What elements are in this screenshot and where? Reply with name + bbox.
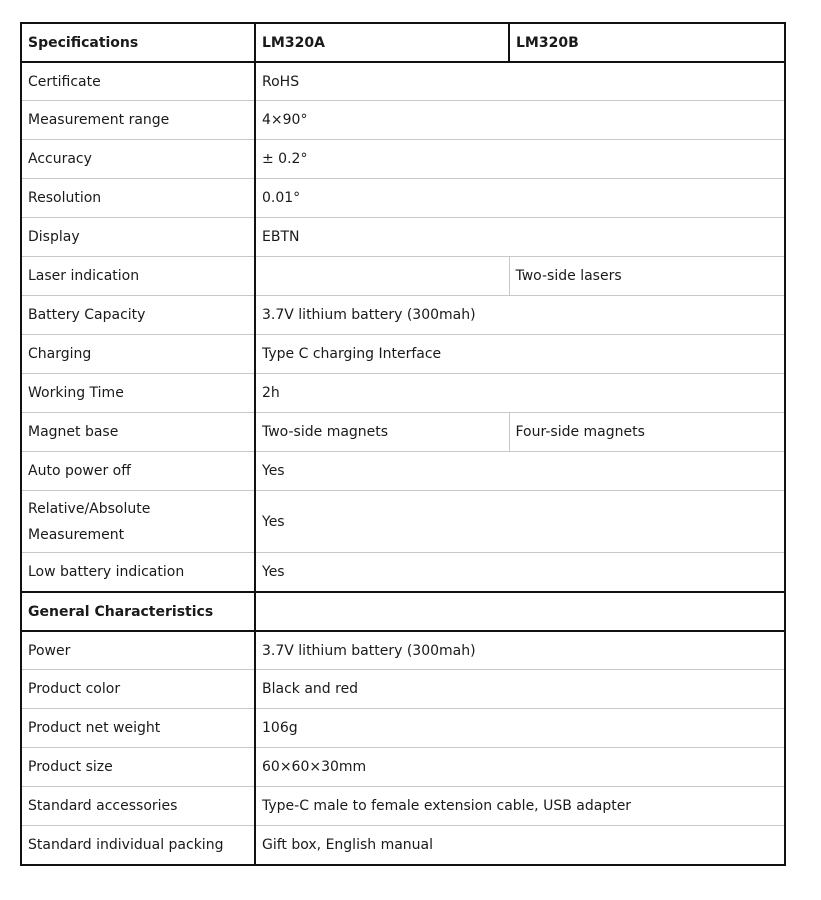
spec-value: ± 0.2° [255, 140, 785, 179]
table-row [21, 101, 785, 140]
general-value: 60×60×30mm [255, 748, 785, 787]
table-row [21, 257, 785, 296]
table-row [21, 631, 785, 670]
spec-value: 2h [255, 374, 785, 413]
spec-value-lm320a [255, 257, 509, 296]
general-label: Product size [21, 748, 255, 787]
general-characteristics-header-row [21, 592, 785, 631]
table-row [21, 452, 785, 491]
general-label: Product color [21, 670, 255, 709]
general-label: Standard accessories [21, 787, 255, 826]
spec-value-lm320b: Two-side lasers [509, 257, 785, 296]
table-row [21, 413, 785, 452]
table-row [21, 826, 785, 866]
spec-value-lm320b: Four-side magnets [509, 413, 785, 452]
spec-label: Laser indication [21, 257, 255, 296]
spec-label: Battery Capacity [21, 296, 255, 335]
spec-value: 3.7V lithium battery (300mah) [255, 296, 785, 335]
spec-label: Certificate [21, 62, 255, 101]
spec-value: EBTN [255, 218, 785, 257]
general-value: Type-C male to female extension cable, USB adapter [255, 787, 785, 826]
table-header-row [21, 23, 785, 62]
general-label: Product net weight [21, 709, 255, 748]
spec-table [20, 22, 786, 866]
spec-label: Charging [21, 335, 255, 374]
header-lm320b: LM320B [509, 23, 785, 62]
spec-label: Accuracy [21, 140, 255, 179]
table-row [21, 670, 785, 709]
table-row [21, 296, 785, 335]
spec-value: Yes [255, 491, 785, 553]
spec-value: RoHS [255, 62, 785, 101]
spec-label: Working Time [21, 374, 255, 413]
general-value: 3.7V lithium battery (300mah) [255, 631, 785, 670]
table-row [21, 491, 785, 553]
spec-label: Auto power off [21, 452, 255, 491]
table-row [21, 787, 785, 826]
spec-label: Low battery indication [21, 553, 255, 593]
spec-value: 4×90° [255, 101, 785, 140]
spec-label: Measurement range [21, 101, 255, 140]
table-row [21, 553, 785, 593]
table-row [21, 374, 785, 413]
table-row [21, 62, 785, 101]
header-specifications: Specifications [21, 23, 255, 62]
spec-label: Resolution [21, 179, 255, 218]
spec-value: Type C charging Interface [255, 335, 785, 374]
spec-label: Relative/Absolute Measurement [21, 491, 255, 553]
general-characteristics-heading: General Characteristics [21, 592, 255, 631]
table-row [21, 179, 785, 218]
general-value: 106g [255, 709, 785, 748]
table-row [21, 140, 785, 179]
table-row [21, 748, 785, 787]
general-value: Gift box, English manual [255, 826, 785, 866]
general-label: Power [21, 631, 255, 670]
table-row [21, 709, 785, 748]
spec-value: Yes [255, 452, 785, 491]
spec-label: Display [21, 218, 255, 257]
header-lm320a: LM320A [255, 23, 509, 62]
spec-value: 0.01° [255, 179, 785, 218]
spec-label: Magnet base [21, 413, 255, 452]
general-header-empty-cell [255, 592, 785, 631]
table-row [21, 218, 785, 257]
general-value: Black and red [255, 670, 785, 709]
spec-value: Yes [255, 553, 785, 593]
general-label: Standard individual packing [21, 826, 255, 866]
table-row [21, 335, 785, 374]
spec-value-lm320a: Two-side magnets [255, 413, 509, 452]
